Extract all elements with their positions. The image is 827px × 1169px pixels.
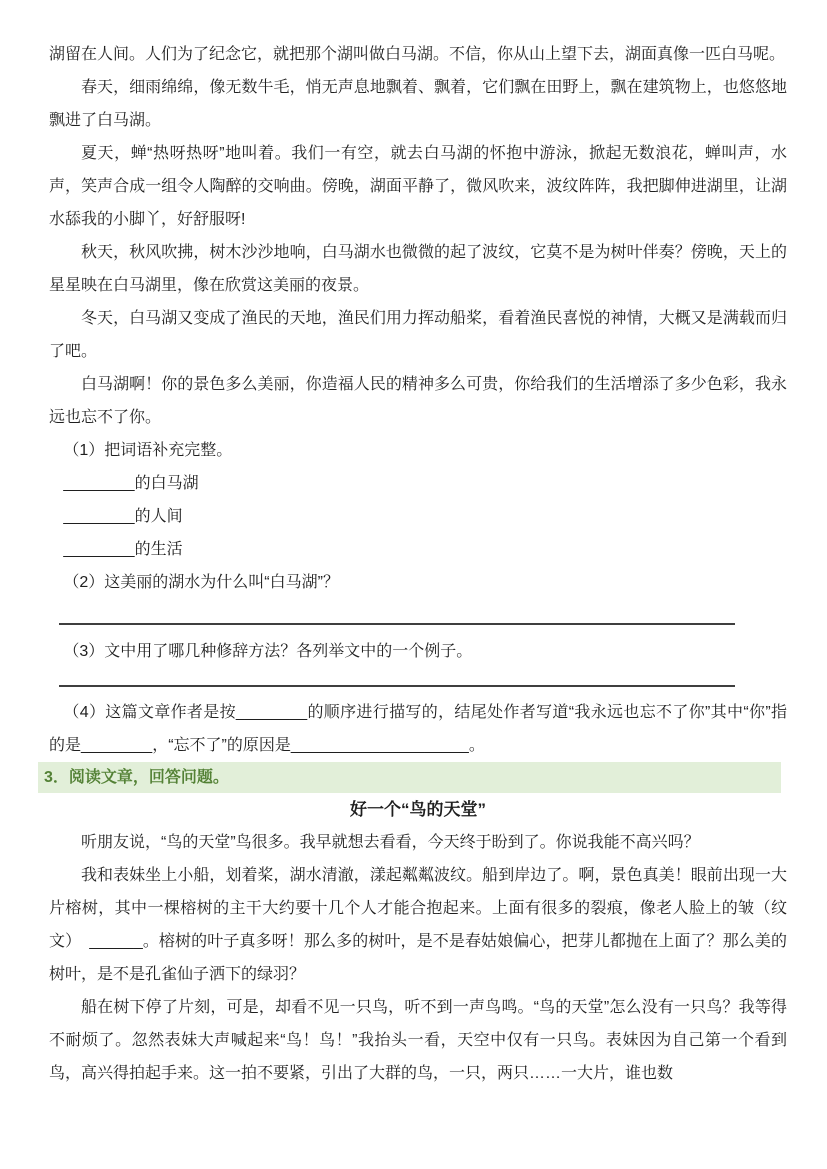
passage-paragraph: 听朋友说，“鸟的天堂”鸟很多。我早就想去看看，今天终于盼到了。你说我能不高兴吗？ xyxy=(81,834,700,851)
section-3-header-label: 3．阅读文章，回答问题。 xyxy=(44,769,229,786)
question-4: （4）这篇文章作者是按________的顺序进行描写的，结尾处作者写道“我永远也忘不了你”其中“你”指的是________，“忘不了”的原因是____________________。 xyxy=(49,704,787,754)
passage-paragraph: 秋天，秋风吹拂，树木沙沙地响，白马湖水也微微的起了波纹，它莫不是为树叶伴奏？傍晚，天上的星星映在白马湖里，像在欣赏这美丽的夜景。 xyxy=(49,244,787,294)
questions-baimahu xyxy=(49,434,787,762)
passage-paragraph: 冬天，白马湖又变成了渔民的天地，渔民们用力挥动船桨，看着渔民喜悦的神情，大概又是满载而归了吧。 xyxy=(49,310,787,360)
answer-line xyxy=(59,599,735,625)
passage-paragraph: 夏天，蝉“热呀热呀”地叫着。我们一有空，就去白马湖的怀抱中游泳，掀起无数浪花，蝉叫声，水声，笑声合成一组令人陶醉的交响曲。傍晚，湖面平静了，微风吹来，波纹阵阵，我把脚伸进湖里，让湖水舔我的小脚丫，好舒服呀! xyxy=(49,145,787,228)
fill-in-blank: ________的人间 xyxy=(63,508,183,525)
passage-paragraph: 白马湖啊！你的景色多么美丽，你造福人民的精神多么可贵，你给我们的生活增添了多少色彩，我永远也忘不了你。 xyxy=(49,376,787,426)
passage-paragraph: 我和表妹坐上小船，划着桨，湖水清澈，漾起粼粼波纹。船到岸边了。啊，景色真美！眼前出现一大片榕树，其中一棵榕树的主干大约要十几个人才能合抱起来。上面有很多的裂痕，像老人脸上的皱（纹 文） ______。榕树的叶子真多呀！那么多的树叶，是不是春姑娘偏心，把芽儿都抛在上面了？那么美的树叶，是不是孔雀仙子洒下的绿羽？ xyxy=(49,867,804,983)
passage-baimahu xyxy=(49,38,787,434)
question-1: （1）把词语补充完整。 xyxy=(63,442,233,459)
answer-line xyxy=(59,668,735,687)
passage-niaodetiantang xyxy=(49,793,804,1090)
question-3: （3）文中用了哪几种修辞方法？各列举文中的一个例子。 xyxy=(63,643,473,660)
section-3-header xyxy=(38,762,781,793)
question-2: （2）这美丽的湖水为什么叫“白马湖”？ xyxy=(63,574,339,591)
passage-paragraph: 湖留在人间。人们为了纪念它，就把那个湖叫做白马湖。不信，你从山上望下去，湖面真像一匹白马呢。 xyxy=(49,46,786,63)
passage-paragraph: 春天，细雨绵绵，像无数牛毛，悄无声息地飘着、飘着，它们飘在田野上，飘在建筑物上，也悠悠地飘进了白马湖。 xyxy=(49,79,787,129)
passage-paragraph: 船在树下停了片刻，可是，却看不见一只鸟，听不到一声鸟鸣。“鸟的天堂”怎么没有一只鸟？我等得不耐烦了。忽然表妹大声喊起来“鸟！鸟！”我抬头一看，天空中仅有一只鸟。表妹因为自己第一个看到鸟，高兴得拍起手来。这一拍不要紧，引出了大群的鸟，一只，两只……一大片，谁也数 xyxy=(49,999,787,1082)
fill-in-blank: ________的白马湖 xyxy=(63,475,199,492)
fill-in-blank: ________的生活 xyxy=(63,541,183,558)
passage-title: 好一个“鸟的天堂” xyxy=(350,800,486,819)
